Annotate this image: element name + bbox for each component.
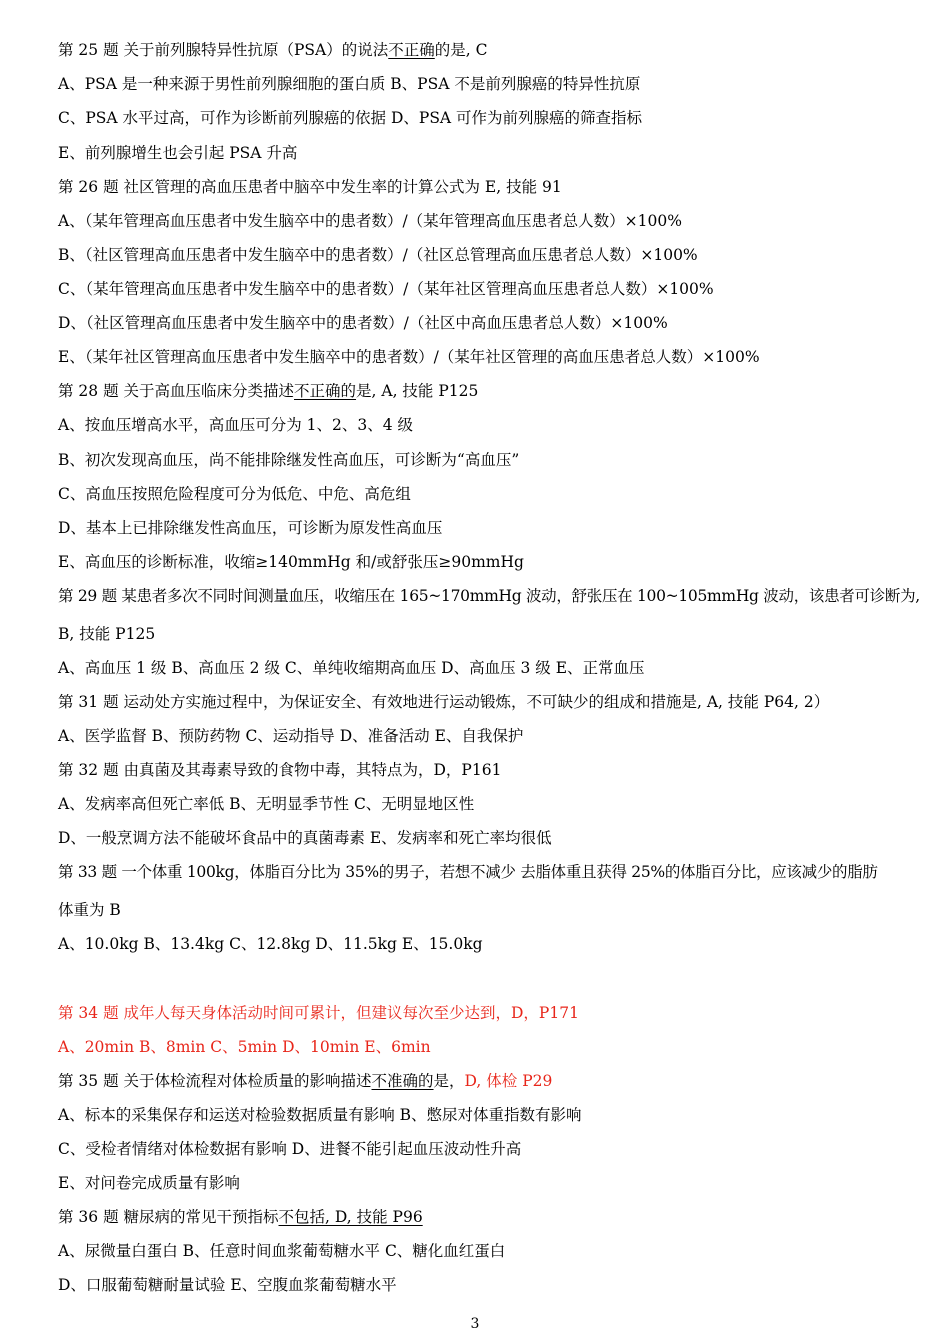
question-25-options-cd: C、PSA 水平过高，可作为诊断前列腺癌的依据 D、PSA 可作为前列腺癌的筛查指标 — [58, 109, 643, 127]
question-34-options: A、20min B、8min C、5min D、10min E、6min — [58, 1038, 431, 1056]
question-28-answer: 是, A, 技能 P125 — [356, 382, 479, 400]
question-28-option-c: C、高血压按照危险程度可分为低危、中危、高危组 — [58, 485, 411, 503]
question-34: 第 34 题 成年人每天身体活动时间可累计，但建议每次至少达到，D，P171 — [58, 1004, 579, 1022]
question-35 — [58, 1071, 928, 1091]
question-31-options: A、医学监督 B、预防药物 C、运动指导 D、准备活动 E、自我保护 — [58, 727, 524, 745]
question-25-options-ab: A、PSA 是一种来源于男性前列腺细胞的蛋白质 B、PSA 不是前列腺癌的特异性抗原 — [58, 75, 641, 93]
question-29: 第 29 题 某患者多次不同时间测量血压，收缩压在 165~170mmHg 波动，舒张压在 100~105mmHg 波动，该患者可诊断为, — [58, 587, 920, 605]
question-28-option-e: E、高血压的诊断标准，收缩≥140mmHg 和/或舒张压≥90mmHg — [58, 553, 524, 571]
question-26: 第 26 题 社区管理的高血压患者中脑卒中发生率的计算公式为 E, 技能 91 — [58, 178, 562, 196]
question-29-answer: B, 技能 P125 — [58, 625, 156, 643]
question-36 — [58, 1207, 928, 1227]
question-28-option-a: A、按血压增高水平，高血压可分为 1、2、3、4 级 — [58, 416, 413, 434]
question-28-text: 第 28 题 关于高血压临床分类描述 — [58, 382, 295, 400]
question-28-underlined: 不正确的 — [294, 382, 357, 400]
question-25-answer: 的是, C — [434, 41, 488, 59]
question-36-underlined-answer: 不包括, D, 技能 P96 — [278, 1208, 423, 1226]
question-28 — [58, 381, 928, 401]
question-35-text: 第 35 题 关于体检流程对体检质量的影响描述 — [58, 1072, 372, 1090]
question-36-options-abc: A、尿微量白蛋白 B、任意时间血浆葡萄糖水平 C、糖化血红蛋白 — [58, 1242, 506, 1260]
question-36-options-de: D、口服葡萄糖耐量试验 E、空腹血浆葡萄糖水平 — [58, 1276, 397, 1294]
question-28-option-d: D、基本上已排除继发性高血压，可诊断为原发性高血压 — [58, 519, 443, 537]
question-29-options: A、高血压 1 级 B、高血压 2 级 C、单纯收缩期高血压 D、高血压 3 级 E、正常血压 — [58, 659, 645, 677]
question-36-text: 第 36 题 糖尿病的常见干预指标 — [58, 1208, 279, 1226]
page-number: 3 — [470, 1316, 480, 1332]
question-32: 第 32 题 由真菌及其毒素导致的食物中毒，其特点为，D，P161 — [58, 761, 502, 779]
question-26-option-b: B、（社区管理高血压患者中发生脑卒中的患者数）/（社区总管理高血压患者总人数）×100% — [58, 246, 698, 264]
question-25 — [58, 40, 928, 60]
question-35-option-e: E、对问卷完成质量有影响 — [58, 1174, 240, 1192]
question-33-answer: 体重为 B — [58, 901, 121, 919]
question-25-option-e: E、前列腺增生也会引起 PSA 升高 — [58, 144, 298, 162]
question-35-underlined: 不准确的 — [371, 1072, 434, 1090]
question-33-options: A、10.0kg B、13.4kg C、12.8kg D、11.5kg E、15.0kg — [58, 935, 483, 953]
question-25-underlined: 不正确 — [388, 41, 435, 59]
question-35-options-cd: C、受检者情绪对体检数据有影响 D、进餐不能引起血压波动性升高 — [58, 1140, 522, 1158]
question-26-option-e: E、（某年社区管理高血压患者中发生脑卒中的患者数）/（某年社区管理的高血压患者总人数）×100% — [58, 348, 760, 366]
question-31: 第 31 题 运动处方实施过程中，为保证安全、有效地进行运动锻炼，不可缺少的组成和措施是, A, 技能 P64, 2） — [58, 693, 830, 711]
question-35-answer: D, 体检 P29 — [464, 1072, 553, 1090]
question-33: 第 33 题 一个体重 100kg，体脂百分比为 35%的男子，若想不减少 去脂体重且获得 25%的体脂百分比，应该减少的脂肪 — [58, 863, 878, 881]
question-26-option-c: C、（某年管理高血压患者中发生脑卒中的患者数）/（某年社区管理高血压患者总人数）×100% — [58, 280, 714, 298]
question-26-option-d: D、（社区管理高血压患者中发生脑卒中的患者数）/（社区中高血压患者总人数）×100% — [58, 314, 668, 332]
question-35-options-ab: A、标本的采集保存和运送对检验数据质量有影响 B、憋尿对体重指数有影响 — [58, 1106, 582, 1124]
question-35-suffix: 是， — [433, 1072, 465, 1090]
question-28-option-b: B、初次发现高血压，尚不能排除继发性高血压，可诊断为“高血压” — [58, 451, 520, 469]
question-32-options-abc: A、发病率高但死亡率低 B、无明显季节性 C、无明显地区性 — [58, 795, 475, 813]
question-26-option-a: A、（某年管理高血压患者中发生脑卒中的患者数）/（某年管理高血压患者总人数）×100% — [58, 212, 682, 230]
question-32-options-de: D、一般烹调方法不能破坏食品中的真菌毒素 E、发病率和死亡率均很低 — [58, 829, 552, 847]
question-25-text: 第 25 题 关于前列腺特异性抗原（PSA）的说法 — [58, 41, 389, 59]
